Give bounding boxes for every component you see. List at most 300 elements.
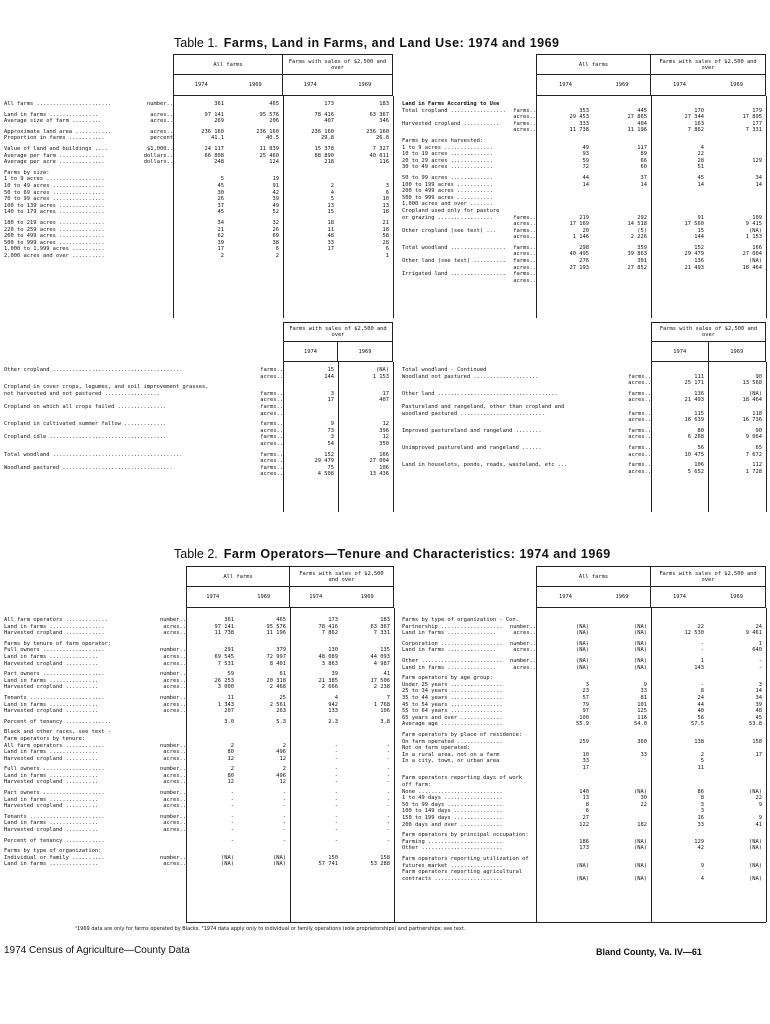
table-row (402, 108, 766, 115)
cell-value: (NA) (749, 788, 762, 795)
cell-value: 138 (694, 738, 704, 745)
table-row (402, 732, 766, 739)
cell-value: 69 (272, 233, 279, 240)
row-unit: acres.. (163, 623, 186, 630)
table-row (402, 869, 766, 876)
table-row (402, 114, 766, 121)
row-label (402, 278, 496, 285)
cell-value: 37 (640, 174, 647, 181)
row-unit: farms.. (513, 227, 536, 234)
table-row (402, 258, 766, 265)
row-unit (496, 175, 536, 182)
table1-title (174, 36, 560, 50)
cell-value: 2 468 (269, 684, 286, 691)
table-row (4, 253, 393, 260)
row-unit: number.. (160, 617, 186, 623)
cell-value (536, 869, 593, 876)
row-label (4, 458, 247, 465)
cell-value: 17 (382, 390, 389, 397)
cell-value: 130 (328, 647, 338, 654)
cell-value: 248 (214, 159, 224, 166)
cell-value: 12 (227, 779, 234, 786)
row-unit (132, 176, 173, 183)
cell-value: - (386, 820, 390, 827)
cell-value: 13 (327, 202, 334, 209)
cell-value: 93 (582, 151, 589, 158)
cell-value: 15 (697, 227, 704, 234)
cell-value (536, 732, 593, 739)
cell-value: 183 (380, 617, 390, 623)
table-row (402, 708, 766, 715)
table-row (4, 428, 393, 435)
cell-value: 7 862 (321, 630, 338, 637)
table-row (402, 832, 766, 839)
cell-value: 6 268 (687, 434, 704, 441)
cell-value: 22 (755, 795, 762, 802)
row-label: Unimproved pastureland and rangeland ...... (402, 444, 542, 451)
row-unit: acres.. (260, 373, 283, 380)
cell-value: 292 (637, 214, 647, 221)
cell-value (593, 188, 651, 195)
cell-value (708, 164, 766, 171)
row-label (402, 434, 612, 441)
cell-value (536, 745, 593, 752)
row-unit: acres.. (163, 827, 186, 834)
cell-value (342, 736, 394, 743)
cell-value: 170 (694, 107, 704, 114)
table-row (402, 758, 766, 765)
cell-value: 27 344 (684, 114, 704, 121)
table-row (4, 729, 394, 736)
cell-value: 66 808 (204, 152, 224, 159)
cell-value: 15 (327, 367, 334, 373)
cell-value: 116 (379, 159, 389, 166)
table-row (402, 765, 766, 772)
row-unit (502, 739, 536, 746)
cell-value: 27 004 (742, 251, 762, 258)
cell-value: - (230, 813, 234, 820)
cell-value: - (386, 742, 390, 749)
cell-value: 269 (214, 118, 224, 125)
cell-value: 2.3 (328, 718, 338, 725)
cell-value: 236 160 (256, 128, 279, 135)
row-label: Woodland pastured .................................. (4, 464, 173, 471)
cell-value (708, 404, 766, 411)
table1-left-bottom (4, 367, 393, 478)
cell-value: (NA) (576, 862, 589, 869)
cell-value: 17 (327, 397, 334, 404)
cell-value: 1 (700, 657, 704, 664)
row-label: 45 to 54 years ................ (402, 701, 503, 708)
cell-value: 136 (694, 390, 704, 397)
cell-value: 1 146 (572, 234, 589, 241)
row-unit: acres.. (260, 410, 283, 417)
cell-value: 34 (755, 174, 762, 181)
table2-title (174, 547, 611, 561)
row-unit (132, 203, 173, 210)
year-col: 1974 (303, 82, 317, 88)
row-label: 50 to 99 acres ............. (402, 174, 493, 181)
row-label: Land in farms ............... (4, 653, 99, 660)
year-col: 1974 (206, 594, 220, 600)
row-unit: acres.. (163, 660, 186, 667)
cell-value: 22 (697, 623, 704, 630)
row-label: 1 to 49 days .................. (402, 795, 503, 802)
table1-title-text: Farms, Land in Farms, and Land Use: 1974 and 1969 (223, 36, 560, 50)
row-label: Farms by tenure of farm operator: (4, 640, 112, 647)
row-label: On farm operated .............. (402, 738, 503, 745)
cell-value: 158 (752, 738, 762, 745)
cell-value (536, 856, 593, 863)
cell-value: (NA) (634, 647, 647, 654)
cell-value: 1 728 (745, 468, 762, 475)
cell-value: 136 (694, 258, 704, 265)
table-row (402, 815, 766, 822)
cell-value: 291 (224, 647, 234, 654)
row-label (402, 127, 496, 134)
cell-value: 29.8 (321, 135, 334, 142)
table-row (4, 240, 393, 247)
row-unit: farms.. (260, 403, 283, 410)
row-label: Pastureland and rangeland, other than cropland and (402, 403, 565, 410)
cell-value: 33 (327, 239, 334, 246)
row-unit (247, 384, 283, 391)
cell-value: 7 672 (745, 451, 762, 458)
cell-value (536, 195, 593, 202)
row-label: contracts ..................... (402, 875, 503, 882)
cell-value (593, 195, 651, 202)
cell-value: (NA) (749, 845, 762, 852)
cell-value: 298 (579, 244, 589, 251)
table-row (402, 658, 766, 665)
row-unit (132, 240, 173, 247)
cell-value (536, 208, 593, 215)
row-label: 260 to 499 acres .............. (4, 233, 105, 240)
header-group-sales: Farms with sales of $2,500 and over (651, 567, 765, 587)
header-group-all-farms: All farms (537, 55, 651, 75)
row-unit (502, 876, 536, 883)
cell-value (651, 188, 708, 195)
cell-value (708, 745, 766, 752)
cell-value: 404 (637, 120, 647, 127)
cell-value: 17 (582, 764, 589, 771)
cell-value: 182 (637, 821, 647, 828)
row-label: 55 to 64 years ................ (402, 708, 503, 715)
row-unit: $1,000.. (147, 145, 173, 152)
cell-value: 54 (327, 440, 334, 447)
row-label: or grazing ................. (402, 214, 493, 221)
cell-value (238, 641, 290, 648)
cell-value: 2 (275, 252, 279, 259)
cell-value: (NA) (576, 875, 589, 882)
row-unit (496, 201, 536, 208)
row-label: not harvested and not pastured ................. (4, 390, 160, 397)
cell-value: - (386, 837, 390, 844)
table-row (4, 719, 394, 726)
row-unit (502, 708, 536, 715)
year-col: 1969 (358, 348, 372, 355)
row-unit: acres.. (513, 664, 536, 671)
row-label: Tenants ....................... (4, 694, 105, 701)
cell-value: 129 (694, 838, 704, 845)
row-label: Harvested cropland ........... (402, 120, 500, 127)
cell-value (338, 384, 393, 391)
cell-value: (NA) (576, 664, 589, 671)
row-unit (144, 848, 186, 855)
table-row (4, 421, 393, 428)
cell-value: 4 (334, 694, 338, 701)
cell-value: 12 (382, 434, 389, 441)
row-unit: number.. (160, 790, 186, 797)
table-row (402, 121, 766, 128)
cell-value: 236 160 (366, 128, 389, 135)
cell-value: 56 (697, 444, 704, 451)
cell-value: - (334, 772, 338, 779)
cell-value: 26 253 (214, 677, 234, 684)
row-unit: acres.. (260, 458, 283, 465)
row-label: 10 to 49 acres ................ (4, 182, 105, 189)
cell-value: 16 (697, 815, 704, 822)
row-unit (502, 795, 536, 802)
cell-value: - (386, 772, 390, 779)
cell-value: 81 (640, 694, 647, 701)
row-unit (502, 675, 536, 682)
cell-value: 166 (752, 244, 762, 251)
cell-value: 65 (755, 444, 762, 451)
row-label: Average per farm .............. (4, 152, 105, 159)
cell-value: 10 475 (684, 451, 704, 458)
cell-value: 124 (269, 159, 279, 166)
cell-value: (NA) (634, 875, 647, 882)
cell-value: 407 (379, 397, 389, 404)
cell-value: 60 (640, 164, 647, 171)
row-unit (502, 815, 536, 822)
cell-value: 53.8 (749, 721, 762, 728)
cell-value: 125 (637, 708, 647, 715)
row-unit: number.. (510, 623, 536, 630)
row-unit (502, 775, 536, 782)
cell-value (342, 729, 394, 736)
row-label: Individual or family .......... (4, 854, 105, 861)
cell-value: 11 839 (259, 145, 279, 152)
cell-value: 45 (755, 714, 762, 721)
cell-value: 9 (758, 815, 762, 822)
row-unit (502, 802, 536, 809)
cell-value (708, 808, 766, 815)
table2-right-header (536, 566, 766, 608)
cell-value (290, 729, 342, 736)
cell-value: - (334, 837, 338, 844)
cell-value: 45 (697, 174, 704, 181)
cell-value: 57.5 (691, 721, 704, 728)
cell-value: 9 461 (745, 630, 762, 637)
cell-value: 25 (279, 694, 286, 701)
cell-value: 333 (579, 120, 589, 127)
cell-value: 22 (640, 801, 647, 808)
cell-value: - (282, 813, 286, 820)
table-row (4, 159, 393, 166)
cell-value (238, 729, 290, 736)
cell-value (708, 145, 766, 152)
cell-value: - (334, 755, 338, 762)
cell-value: (NA) (634, 788, 647, 795)
cell-value (593, 208, 651, 215)
row-unit: acres.. (513, 630, 536, 637)
table-row (402, 245, 766, 252)
cell-value (593, 271, 651, 278)
row-label (402, 114, 496, 121)
table2-right (402, 617, 766, 882)
cell-value (186, 848, 238, 855)
cell-value: 10 (582, 751, 589, 758)
cell-value (708, 101, 766, 108)
cell-value (708, 617, 766, 624)
year-col: 1969 (594, 587, 651, 607)
row-label: Full owners ................... (4, 647, 105, 654)
cell-value (593, 617, 651, 624)
cell-value: 6 (385, 246, 389, 253)
cell-value: 407 (324, 118, 334, 125)
cell-value (593, 815, 651, 822)
row-label: Land in farms ............... (402, 630, 497, 637)
row-label: Harvested cropland .......... (4, 660, 99, 667)
cell-value: 173 (328, 617, 338, 623)
cell-value (708, 775, 766, 782)
row-unit: acres.. (163, 820, 186, 827)
cell-value: 8 (585, 801, 589, 808)
table-row (402, 101, 766, 108)
row-label (402, 469, 612, 476)
cell-value (708, 782, 766, 789)
cell-value: 12 (279, 779, 286, 786)
year-col: 1969 (229, 75, 284, 95)
table-row (402, 876, 766, 883)
header-group-all-farms: All farms (537, 567, 651, 587)
row-label: Land in farms ............... (4, 861, 99, 868)
cell-value: 445 (637, 107, 647, 114)
row-unit (132, 233, 173, 240)
cell-value (708, 832, 766, 839)
cell-value: (NA) (221, 861, 234, 868)
row-unit (502, 832, 536, 839)
cell-value: 57 741 (318, 861, 338, 868)
cell-value: 2 (700, 751, 704, 758)
row-label: 30 to 49 acres ............. (402, 164, 493, 171)
row-unit (502, 856, 536, 863)
cell-value: 18 (382, 209, 389, 216)
row-label: 1 to 9 acres .................. (4, 176, 105, 183)
row-unit (502, 702, 536, 709)
table-row (4, 779, 394, 786)
row-unit: farms.. (513, 244, 536, 251)
row-unit: farms.. (628, 410, 651, 417)
cell-value: 62 (217, 233, 224, 240)
cell-value: - (386, 803, 390, 810)
row-label: 150 to 199 days ............... (402, 815, 503, 822)
cell-value: 20 (582, 227, 589, 234)
cell-value: 206 (269, 118, 279, 125)
row-label: Land in farms ............... (4, 701, 99, 708)
cell-value (708, 856, 766, 863)
cell-value (651, 195, 708, 202)
cell-value: 118 (752, 410, 762, 417)
row-unit (132, 170, 173, 177)
row-unit: dollars.. (143, 152, 173, 159)
cell-value: 15 378 (314, 145, 334, 152)
cell-value: 5.3 (276, 718, 286, 725)
cell-value: 1 343 (217, 701, 234, 708)
cell-value (593, 745, 651, 752)
row-label: Harvested cropland .......... (4, 708, 99, 715)
header-group-sales: Farms with sales of $2,500 and over (651, 55, 765, 75)
row-unit (496, 151, 536, 158)
row-unit (502, 721, 536, 728)
row-unit (132, 209, 173, 216)
row-unit (496, 195, 536, 202)
row-label: 65 years and over ............. (402, 714, 503, 721)
cell-value (651, 617, 708, 624)
rule (766, 362, 767, 512)
table-row (4, 820, 394, 827)
cell-value: 177 (752, 120, 762, 127)
table-row (4, 458, 393, 465)
cell-value: 73 (327, 427, 334, 434)
table-row (402, 665, 766, 672)
cell-value: 15 (327, 209, 334, 216)
cell-value: - (334, 749, 338, 756)
row-label: Under 25 years ................ (402, 681, 503, 688)
row-unit: farms.. (260, 421, 283, 428)
cell-value: 89 (640, 151, 647, 158)
row-label: Cropland used only for pasture (402, 207, 500, 214)
cell-value: 40 495 (569, 251, 589, 258)
cell-value: 33 (640, 688, 647, 695)
row-unit: number.. (510, 640, 536, 647)
cell-value: (NA) (634, 640, 647, 647)
cell-value: 29 479 (314, 458, 334, 465)
row-unit: number.. (160, 854, 186, 861)
cell-value: 18 464 (742, 264, 762, 271)
cell-value: 40 (697, 708, 704, 715)
cell-value (342, 848, 394, 855)
cell-value: (NA) (576, 657, 589, 664)
cell-value: 28 (697, 157, 704, 164)
cell-value (651, 869, 708, 876)
row-label: Cropland in cultivated summer fallow ............. (4, 421, 167, 428)
cell-value: 17 (327, 246, 334, 253)
cell-value: 111 (694, 373, 704, 380)
cell-value: 34 (755, 694, 762, 701)
table-row (402, 795, 766, 802)
row-label (402, 234, 496, 241)
cell-value: 27 004 (369, 458, 389, 465)
row-label: In a rural area, not on a farm (402, 751, 500, 758)
table-row (402, 201, 766, 208)
table-row (402, 228, 766, 235)
row-label (402, 765, 502, 772)
cell-value (651, 832, 708, 839)
cell-value: 21 (217, 226, 224, 233)
row-label: Farms by size: (4, 169, 50, 176)
row-unit (502, 789, 536, 796)
table-row (402, 428, 766, 435)
row-label: Not on farm operated: (402, 745, 471, 752)
table-row (402, 745, 766, 752)
row-unit (502, 869, 536, 876)
row-unit: acres.. (163, 630, 186, 637)
cell-value (338, 170, 393, 177)
row-label: 100 to 199 acres ........... (402, 181, 493, 188)
